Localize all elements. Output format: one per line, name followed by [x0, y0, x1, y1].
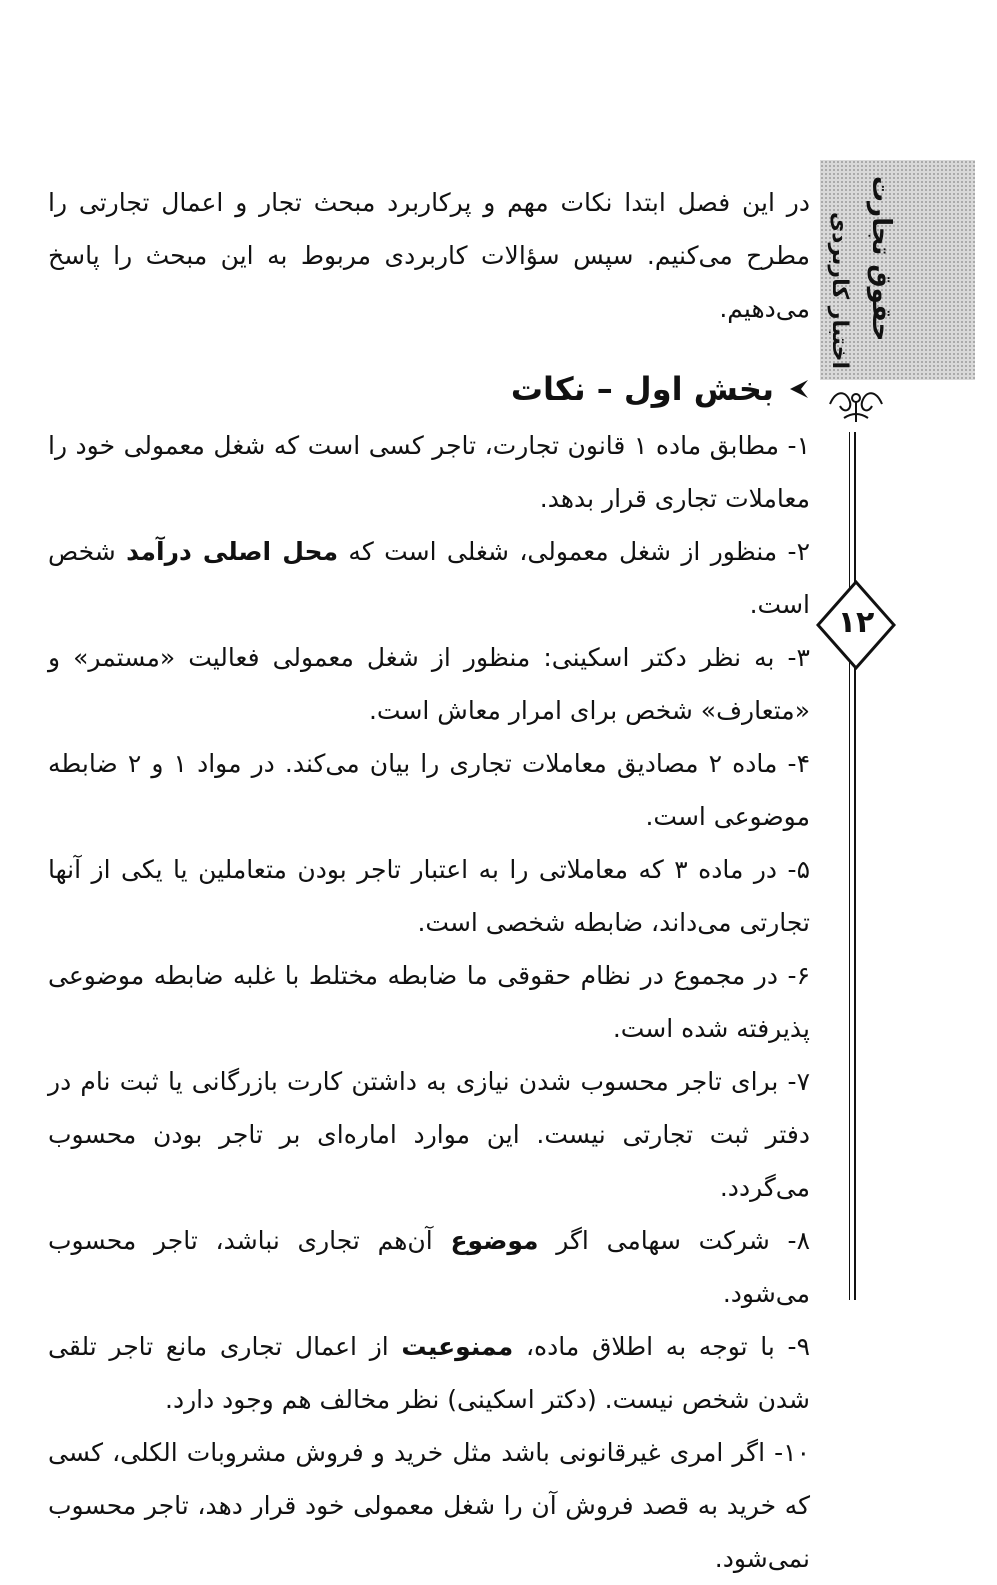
item-text: برای تاجر محسوب شدن نیازی به داشتن کارت بازرگانی یا ثبت نام در دفتر ثبت تجارتی نیست. این موارد اماره‌ای بر تاجر بودن محسوب می‌گردد.: [48, 1067, 810, 1202]
list-item: [48, 949, 810, 1055]
list-item: [48, 1214, 810, 1320]
section-heading: [48, 359, 810, 419]
list-item: [48, 1426, 810, 1585]
points-list: [48, 419, 810, 1585]
arrow-bullet-icon: [788, 378, 810, 400]
item-number: ۴-: [787, 749, 810, 778]
item-number: ۳-: [787, 643, 810, 672]
item-text: شرکت سهامی اگر: [538, 1226, 770, 1255]
item-emphasis: موضوع: [450, 1226, 539, 1255]
item-text-rest: آن‌هم تجاری نباشد، تاجر محسوب می‌شود.: [48, 1226, 810, 1308]
list-item: [48, 1320, 810, 1426]
item-number: ۱-: [787, 431, 810, 460]
item-text: مطابق ماده ۱ قانون تجارت، تاجر کسی است که شغل معمولی خود را معاملات تجاری قرار بدهد.: [48, 431, 810, 513]
list-item: [48, 737, 810, 843]
item-text: به نظر دکتر اسکینی: منظور از شغل معمولی فعالیت «مستمر» و «متعارف» شخص برای امرار معاش است.: [48, 643, 810, 725]
item-emphasis: محل اصلی درآمد: [126, 537, 339, 566]
item-text-rest: شخص است.: [48, 537, 810, 619]
section-heading-text: بخش اول – نکات: [510, 370, 774, 408]
item-text: ماده ۲ مصادیق معاملات تجاری را بیان می‌کند. در مواد ۱ و ۲ ضابطه موضوعی است.: [48, 749, 810, 831]
page-number: ۱۲: [837, 605, 875, 640]
ornament-icon: [826, 384, 886, 424]
item-text: اگر امری غیرقانونی باشد مثل خرید و فروش مشروبات الکلی، کسی که خرید به قصد فروش آن را شغل معمولی خود قرار دهد، تاجر محسوب نمی‌شود.: [48, 1438, 810, 1573]
item-number: ۹-: [787, 1332, 810, 1361]
item-text: منظور از شغل معمولی، شغلی است که: [338, 537, 778, 566]
book-title: حقوق تجارت: [866, 176, 896, 342]
page-content: [48, 176, 810, 1585]
item-text: با توجه به اطلاق ماده،: [513, 1332, 775, 1361]
item-emphasis: ممنوعیت: [401, 1332, 514, 1361]
margin-rule-thin: [849, 432, 850, 1300]
item-number: ۶-: [787, 961, 810, 990]
list-item: [48, 419, 810, 525]
margin-rule: [854, 432, 856, 1300]
item-number: ۲-: [787, 537, 810, 566]
book-subtitle: اختبار کاربردی: [827, 212, 852, 370]
item-number: ۱۰-: [774, 1438, 810, 1467]
item-number: ۷-: [787, 1067, 810, 1096]
list-item: [48, 525, 810, 631]
item-text: در مجموع در نظام حقوقی ما ضابطه مختلط با غلبه ضابطه موضوعی پذیرفته شده است.: [48, 961, 810, 1043]
item-number: ۵-: [787, 855, 810, 884]
list-item: [48, 631, 810, 737]
item-text: در ماده ۳ که معاملاتی را به اعتبار تاجر بودن متعاملین یا یکی از آنها تجارتی می‌داند، ضابطه شخصی است.: [48, 855, 810, 937]
item-number: ۸-: [787, 1226, 810, 1255]
item-text-rest: از اعمال تجاری مانع تاجر تلقی شدن شخص نیست. (دکتر اسکینی) نظر مخالف هم وجود دارد.: [48, 1332, 810, 1414]
list-item: [48, 843, 810, 949]
list-item: [48, 1055, 810, 1214]
intro-paragraph: در این فصل ابتدا نکات مهم و پرکاربرد مبحث تجار و اعمال تجارتی را مطرح می‌کنیم. سپس سؤالات کاربردی مربوط به این مبحث را پاسخ می‌دهیم.: [48, 188, 810, 323]
